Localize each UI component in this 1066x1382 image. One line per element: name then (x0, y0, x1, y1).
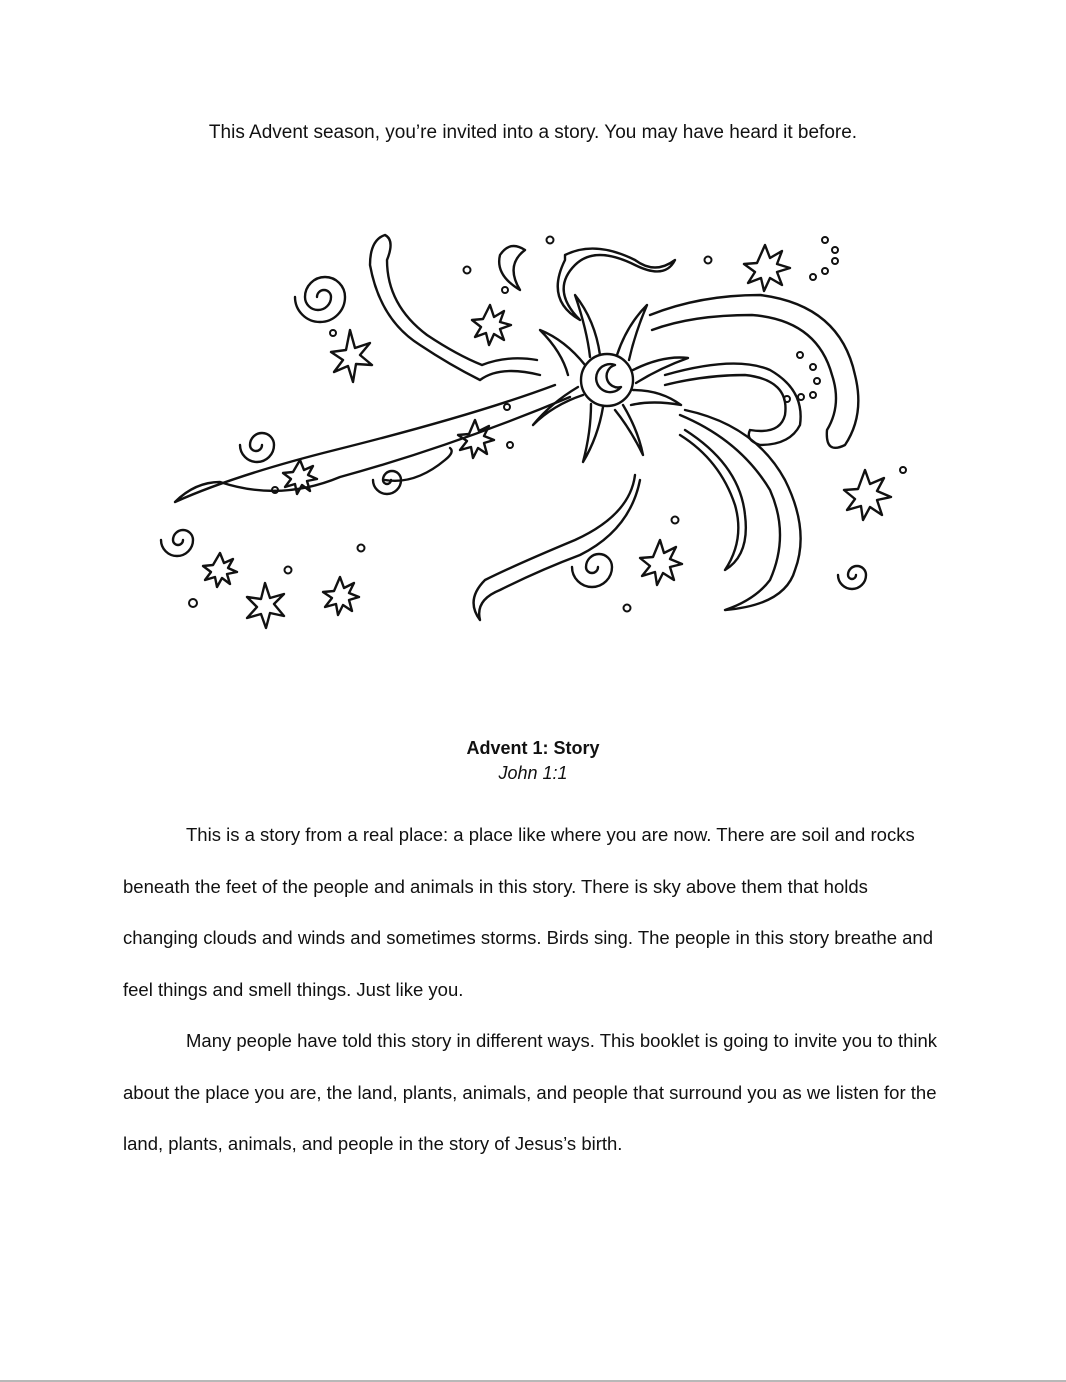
spiral-icons (161, 277, 866, 589)
body-text (123, 809, 943, 1170)
intro-text: This Advent season, you’re invited into a story. You may have heard it before. (208, 122, 858, 143)
starry-sky-swirls-icon (145, 215, 925, 655)
section-title: Advent 1: Story (466, 738, 600, 758)
starry-sky-illustration (145, 215, 925, 655)
scripture-reference: John 1:1 (498, 763, 568, 783)
sun-icon (533, 295, 688, 462)
section-heading (0, 735, 1066, 785)
paragraph: This is a story from a real place: a place like where you are now. There are soil and rocks beneath the feet of the people and animals in this story. There is sky above them that holds changing clouds and winds and sometimes storms. Birds sing. The people in this story breathe and feel things and smell things. Just like you. (123, 824, 933, 1000)
paragraph: Many people have told this story in different ways. This booklet is going to invite you to think about the place you are, the land, plants, animals, and people that surround you as we listen for the land, plants, animals, and people in the story of Jesus’s birth. (123, 1030, 938, 1154)
